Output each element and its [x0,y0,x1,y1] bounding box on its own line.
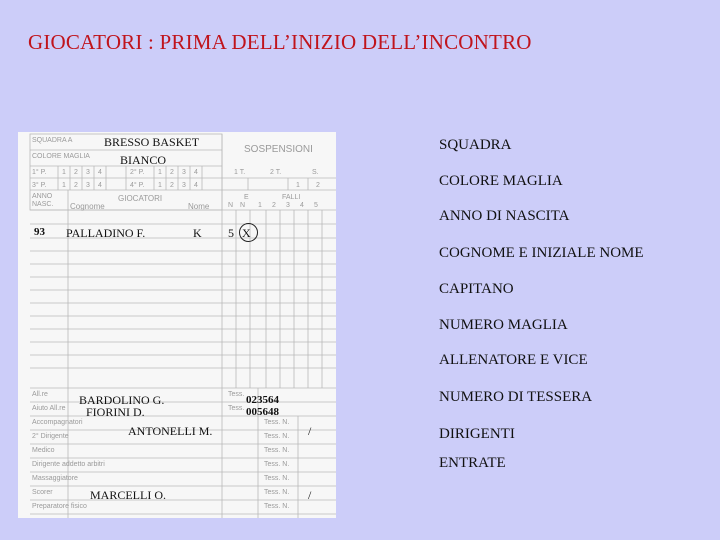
form-label-tess-n: Tess. N. [264,433,290,440]
entry-anno: 93 [34,226,45,238]
form-label-tess-n: Tess. N. [264,447,290,454]
entry-squadra-name: BRESSO BASKET [104,135,200,149]
form-label-period-3: 3° P. [32,182,47,189]
form-label-cell: 3 [86,169,90,176]
form-label-sospensioni: SOSPENSIONI [244,144,313,155]
form-label-tess-n: Tess. N. [264,461,290,468]
entry-vice: FIORINI D. [86,405,145,419]
form-label-cell: 3 [86,182,90,189]
form-label-fallo: 3 [286,202,290,209]
form-label-cell: 3 [182,169,186,176]
form-label-n2: N [240,202,246,209]
form-label-medico: Medico [32,447,55,454]
form-label-cell: 2 [170,169,174,176]
form-label-cell: 4 [194,182,198,189]
form-label-fallo: 2 [272,202,276,209]
form-label-period-1: 1° P. [32,169,47,176]
form-label-susp-1t: 1 T. [234,169,246,176]
form-label-period-2: 2° P. [130,169,145,176]
entry-accompagnatore: ANTONELLI M. [128,424,213,438]
form-label-e: E [244,194,249,201]
form-label-cell: 2 [170,182,174,189]
form-label-colore-maglia: COLORE MAGLIA [32,153,90,160]
entry-allenatore: BARDOLINO G. [79,393,165,407]
form-label-susp-s: S. [312,169,319,176]
form-label-cell: 2 [74,169,78,176]
form-label-tess: Tess. [228,391,245,398]
entry-slash: / [308,424,312,438]
form-label-cell: 1 [158,169,162,176]
form-label-cell: 1 [62,182,66,189]
legend-anno-nascita: ANNO DI NASCITA [439,208,570,224]
form-label-tess-n: Tess. N. [264,503,290,510]
form-label-anno: ANNO [32,193,53,200]
form-label-tess-n: Tess. N. [264,489,290,496]
form-label-accompagnatori: Accompagnatori [32,419,83,426]
page-title: GIOCATORI : PRIMA DELL’INIZIO DELL’INCONTRO [28,30,532,54]
form-label-n1: N [228,202,234,209]
legend-dirigenti: DIRIGENTI [439,426,515,442]
form-label-giocatori: GIOCATORI [118,194,163,203]
form-label-nome: Nome [188,202,210,211]
form-label-cell: 2 [316,182,320,189]
form-label-susp-2t: 2 T. [270,169,282,176]
form-label-cell: 2 [74,182,78,189]
entry-numero: 5 [228,226,234,240]
entry-entrata: X [242,226,251,240]
form-label-squadra: SQUADRA A [32,137,73,144]
legend-entrate: ENTRATE [439,455,506,471]
form-label-cell: 3 [182,182,186,189]
form-label-cell: 1 [296,182,300,189]
entry-capitano: K [193,226,202,240]
legend-allenatore-vice: ALLENATORE E VICE [439,352,588,368]
form-label-dirigente-addetto: Dirigente addetto arbitri [32,461,105,468]
entry-colore: BIANCO [120,153,167,167]
form-label-cell: 4 [98,182,102,189]
entry-slash: / [308,488,312,502]
form-label-tess-n: Tess. N. [264,419,290,426]
entry-tess-vice: 005648 [246,406,279,418]
form-label-tess: Tess. [228,405,245,412]
form-label-cell: 4 [194,169,198,176]
form-label-fallo: 5 [314,202,318,209]
form-label-cell: 1 [62,169,66,176]
score-sheet [18,132,336,518]
form-label-dirigente-2: 2° Dirigente [32,433,69,440]
legend-numero-maglia: NUMERO MAGLIA [439,317,568,333]
form-label-fallo: 4 [300,202,304,209]
form-label-aiuto-allenatore: Aiuto All.re [32,405,66,412]
entry-cognome: PALLADINO F. [66,226,146,240]
legend-numero-tessera: NUMERO DI TESSERA [439,389,593,405]
form-label-tess-n: Tess. N. [264,475,290,482]
entrata-circle-mark [239,223,258,242]
form-label-period-4: 4° P. [130,182,145,189]
form-label-nasc: NASC. [32,201,54,208]
form-label-massaggiatore: Massaggiatore [32,475,78,482]
form-label-cell: 1 [158,182,162,189]
legend-squadra: SQUADRA [439,137,512,153]
entry-scorer: MARCELLI O. [90,488,166,502]
form-label-scorer: Scorer [32,489,53,496]
legend-cognome-nome: COGNOME E INIZIALE NOME [439,245,644,261]
form-label-allenatore: All.re [32,391,48,398]
form-label-cell: 4 [98,169,102,176]
legend-colore-maglia: COLORE MAGLIA [439,173,563,189]
form-label-preparatore: Preparatore fisico [32,503,87,510]
form-label-cognome: Cognome [70,202,105,211]
entry-tess-allenatore: 023564 [246,394,279,406]
form-label-fallo: 1 [258,202,262,209]
legend-capitano: CAPITANO [439,281,514,297]
form-label-falli: FALLI [282,194,301,201]
